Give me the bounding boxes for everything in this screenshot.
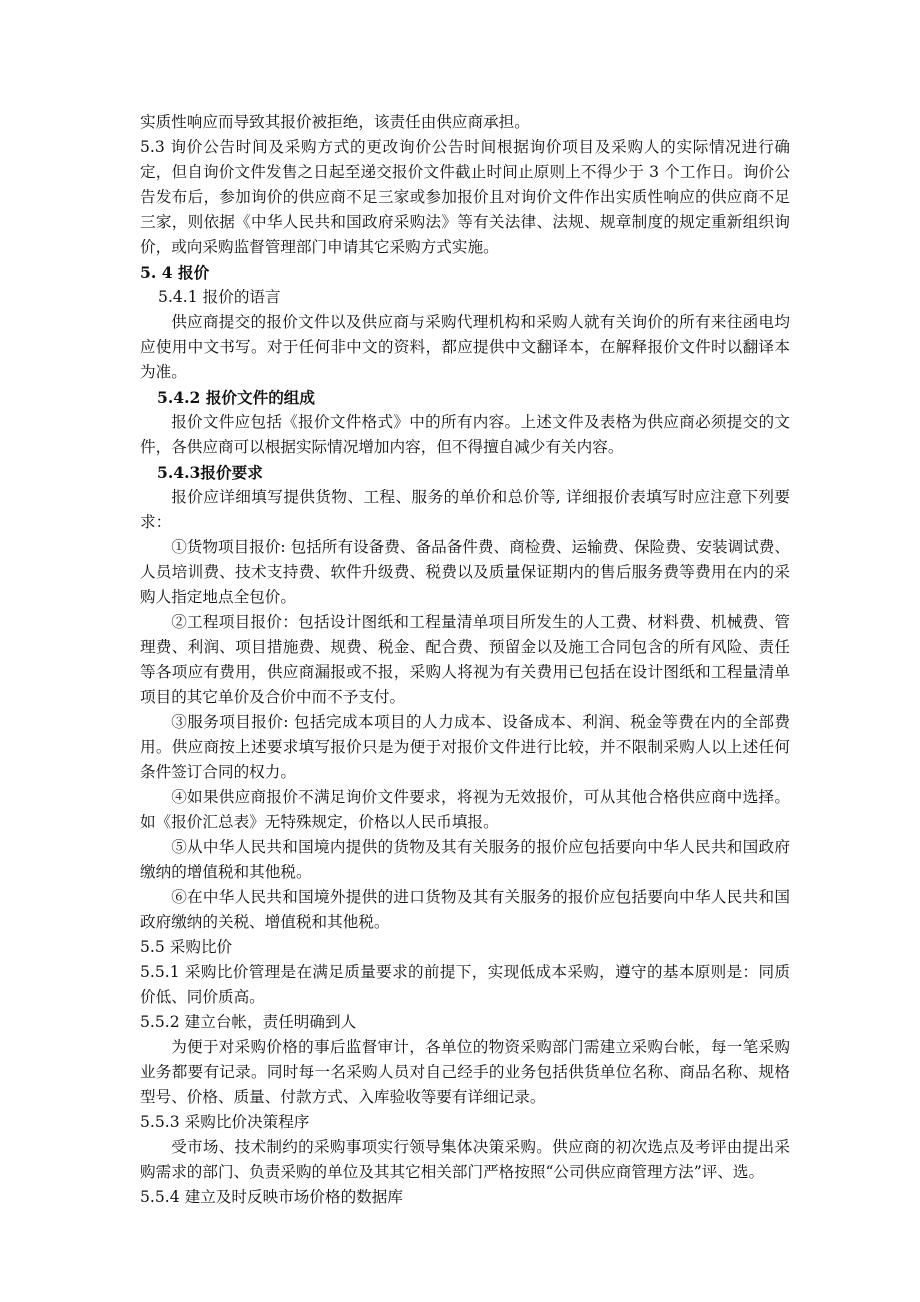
list-item-domestic-tax: ⑤从中华人民共和国境内提供的货物及其有关服务的报价应包括要向中华人民共和国政府缴纳的增值税和其他税。 — [140, 838, 790, 881]
subheading-5-5-3: 5.5.3 采购比价决策程序 — [140, 1113, 310, 1131]
subheading-5-4-1: 5.4.1 报价的语言 — [158, 288, 281, 306]
paragraph-5-3: 5.3 询价公告时间及采购方式的更改询价公告时间根据询价项目及采购人的实际情况进行确定，但自询价文件发售之日起至递交报价文件截止时间止原则上不得少于 3 个工作日。询价公告发布后，参加询价的供应商不足三家或参加报价且对询价文件作出实质性响应的供应商不足三家，则依据《中华人民共和国政府采购法》等有关法律、法规、规章制度的规定重新组织询价，或向采购监督管理部门申请其它采购方式实施。 — [140, 138, 790, 256]
paragraph-composition: 报价文件应包括《报价文件格式》中的所有内容。上述文件及表格为供应商必须提交的文件，各供应商可以根据实际情况增加内容，但不得擅自减少有关内容。 — [140, 413, 790, 456]
list-item-service-quote: ③服务项目报价: 包括完成本项目的人力成本、设备成本、利润、税金等费在内的全部费用。供应商按上述要求填写报价只是为便于对报价文件进行比较，并不限制采购人以上述任何条件签订合同的权力。 — [140, 713, 790, 781]
subheading-5-5-2: 5.5.2 建立台帐，责任明确到人 — [140, 1013, 357, 1031]
paragraph-ledger: 为便于对采购价格的事后监督审计，各单位的物资采购部门需建立采购台帐，每一笔采购业务都要有记录。同时每一名采购人员对自己经手的业务包括供货单位名称、商品名称、规格型号、价格、质量、付款方式、入库验收等要有详细记录。 — [140, 1038, 790, 1106]
list-item-goods-quote: ①货物项目报价: 包括所有设备费、备品备件费、商检费、运输费、保险费、安装调试费、人员培训费、技术支持费、软件升级费、税费以及质量保证期内的售后服务费等费用在内的采购人指定地点全包价。 — [140, 538, 790, 606]
section-heading-5-4: 5. 4 报价 — [140, 263, 210, 282]
paragraph-5-5-1: 5.5.1 采购比价管理是在满足质量要求的前提下，实现低成本采购，遵守的基本原则是：同质价低、同价质高。 — [140, 963, 790, 1006]
paragraph-requirements: 报价应详细填写提供货物、工程、服务的单价和总价等, 详细报价表填写时应注意下列要求： — [140, 488, 790, 531]
section-heading-5-5: 5.5 采购比价 — [140, 938, 233, 956]
subheading-5-4-3: 5.4.3报价要求 — [157, 463, 263, 482]
paragraph-continuation: 实质性响应而导致其报价被拒绝，该责任由供应商承担。 — [140, 113, 530, 131]
subheading-5-5-4: 5.5.4 建立及时反映市场价格的数据库 — [140, 1188, 403, 1206]
list-item-engineering-quote: ②工程项目报价：包括设计图纸和工程量清单项目所发生的人工费、材料费、机械费、管理费、利润、项目措施费、规费、税金、配合费、预留金以及施工合同包含的所有风险、责任等各项应有费用，供应商漏报或不报，采购人将视为有关费用已包括在设计图纸和工程量清单项目的其它单价及合价中而不予支付。 — [140, 613, 790, 706]
document-body — [140, 110, 790, 1210]
paragraph-language: 供应商提交的报价文件以及供应商与采购代理机构和采购人就有关询价的所有来往函电均应使用中文书写。对于任何非中文的资料，都应提供中文翻译本，在解释报价文件时以翻译本为准。 — [140, 313, 790, 381]
subheading-5-4-2: 5.4.2 报价文件的组成 — [157, 388, 315, 407]
paragraph-decision-procedure: 受市场、技术制约的采购事项实行领导集体决策采购。供应商的初次选点及考评由提出采购需求的部门、负责采购的单位及其其它相关部门严格按照“公司供应商管理方法”评、选。 — [140, 1138, 790, 1181]
list-item-import-tax: ⑥在中华人民共和国境外提供的进口货物及其有关服务的报价应包括要向中华人民共和国政府缴纳的关税、增值税和其他税。 — [140, 888, 790, 931]
list-item-invalid-quote: ④如果供应商报价不满足询价文件要求，将视为无效报价，可从其他合格供应商中选择。如《报价汇总表》无特殊规定，价格以人民币填报。 — [140, 788, 790, 831]
